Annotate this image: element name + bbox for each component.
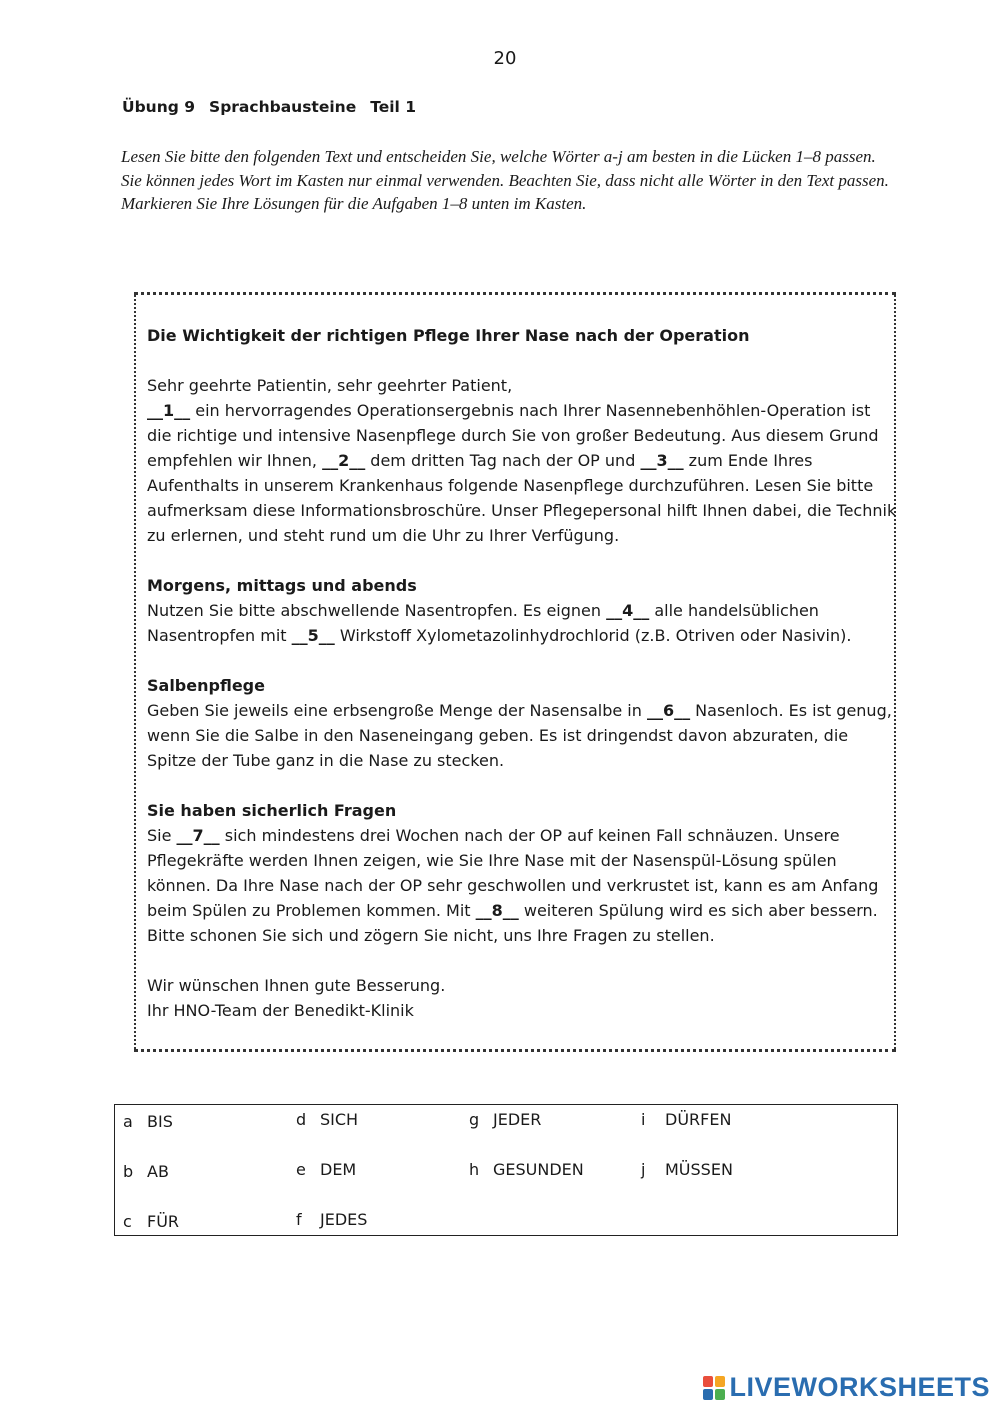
exercise-part: Teil 1 bbox=[370, 98, 417, 116]
gap-8[interactable]: __8__ bbox=[475, 901, 519, 920]
gap-6[interactable]: __6__ bbox=[646, 701, 691, 720]
option-a[interactable]: a BIS bbox=[123, 1112, 173, 1131]
gap-3[interactable]: __3__ bbox=[640, 451, 684, 470]
liveworksheets-logo-icon bbox=[703, 1376, 725, 1400]
exercise-number: Übung 9 bbox=[122, 98, 196, 116]
gap-2[interactable]: __2__ bbox=[322, 451, 366, 470]
letter-content bbox=[147, 323, 897, 1023]
option-b[interactable]: b AB bbox=[123, 1162, 169, 1181]
logo-square-3 bbox=[703, 1389, 713, 1400]
gap-1[interactable]: __1__ bbox=[147, 401, 191, 420]
logo-square-2 bbox=[715, 1376, 725, 1387]
section-heading-ointment: Salbenpflege bbox=[147, 676, 265, 695]
gap-4[interactable]: __4__ bbox=[606, 601, 650, 620]
option-c[interactable]: c FÜR bbox=[123, 1212, 180, 1231]
paragraph-ointment: Geben Sie jeweils eine erbsengroße Menge der Nasensalbe in __6__ Nasenloch. Es ist genug, wenn Sie die Salbe in den Naseneingang geben. Es ist dringendst davon abzuraten, die Spitze der Tube ganz in die Nase zu stecken. bbox=[147, 701, 892, 770]
option-g[interactable]: g JEDER bbox=[469, 1110, 542, 1129]
option-f[interactable]: f JEDES bbox=[296, 1210, 368, 1229]
closing-wishes: Wir wünschen Ihnen gute Besserung. bbox=[147, 976, 446, 995]
instructions: Lesen Sie bitte den folgenden Text und entscheiden Sie, welche Wörter a-j am besten in die Lücken 1–8 passen. Sie können jedes Wort im Kasten nur einmal verwenden. Beachten Sie, dass nicht alle Wörter in den Text passen. Markieren Sie Ihre Lösungen für die Aufgaben 1–8 unten im Kasten. bbox=[121, 147, 889, 213]
liveworksheets-logo-text: LIVEWORKSHEETS bbox=[729, 1372, 990, 1402]
letter-greeting: Sehr geehrte Patientin, sehr geehrter Patient, bbox=[147, 376, 513, 395]
paragraph-drops: Nutzen Sie bitte abschwellende Nasentropfen. Es eignen __4__ alle handelsüblichen Nasentropfen mit __5__ Wirkstoff Xylometazolinhydrochlorid (z.B. Otriven oder Nasivin). bbox=[147, 601, 852, 645]
option-d[interactable]: d SICH bbox=[296, 1110, 359, 1129]
letter-title: Die Wichtigkeit der richtigen Pflege Ihrer Nase nach der Operation bbox=[147, 326, 750, 345]
liveworksheets-logo bbox=[703, 1372, 990, 1403]
page-number: 20 bbox=[493, 48, 517, 69]
word-box bbox=[114, 1104, 898, 1236]
exercise-title bbox=[122, 98, 416, 116]
option-e[interactable]: e DEM bbox=[296, 1160, 357, 1179]
option-h[interactable]: h GESUNDEN bbox=[469, 1160, 584, 1179]
paragraph-intro: __1__ ein hervorragendes Operationsergebnis nach Ihrer Nasennebenhöhlen-Operation ist die richtige und intensive Nasenpflege durch Sie von großer Bedeutung. Aus diesem Grund empfehlen wir Ihnen, __2__ dem dritten Tag nach der OP und __3__ zum Ende Ihres Aufenthalts in unserem Krankenhaus folgende Nasenpflege durchzuführen. Lesen Sie bitte aufmerksam diese Informationsbroschüre. Unser Pflegepersonal hilft Ihnen dabei, die Technik zu erlernen, und steht rund um die Uhr zu Ihrer Verfügung. bbox=[147, 401, 897, 545]
exercise-name: Sprachbausteine bbox=[209, 98, 357, 116]
section-heading-morning: Morgens, mittags und abends bbox=[147, 576, 417, 595]
option-i[interactable]: i DÜRFEN bbox=[641, 1110, 732, 1129]
closing-signature: Ihr HNO-Team der Benedikt-Klinik bbox=[147, 1001, 414, 1020]
letter-box bbox=[134, 292, 896, 1052]
logo-square-4 bbox=[715, 1389, 725, 1400]
paragraph-questions: Sie __7__ sich mindestens drei Wochen nach der OP auf keinen Fall schnäuzen. Unsere Pflegekräfte werden Ihnen zeigen, wie Sie Ihre Nase mit der Nasenspül-Lösung spülen können. Da Ihre Nase nach der OP sehr geschwollen und verkrustet ist, kann es am Anfang beim Spülen zu Problemen kommen. Mit __8__ weiteren Spülung wird es sich aber bessern. Bitte schonen Sie sich und zögern Sie nicht, uns Ihre Fragen zu stellen. bbox=[147, 826, 879, 945]
logo-square-1 bbox=[703, 1376, 713, 1387]
gap-5[interactable]: __5__ bbox=[291, 626, 335, 645]
gap-7[interactable]: __7__ bbox=[176, 826, 220, 845]
section-heading-questions: Sie haben sicherlich Fragen bbox=[147, 801, 397, 820]
option-j[interactable]: j MÜSSEN bbox=[641, 1160, 733, 1179]
